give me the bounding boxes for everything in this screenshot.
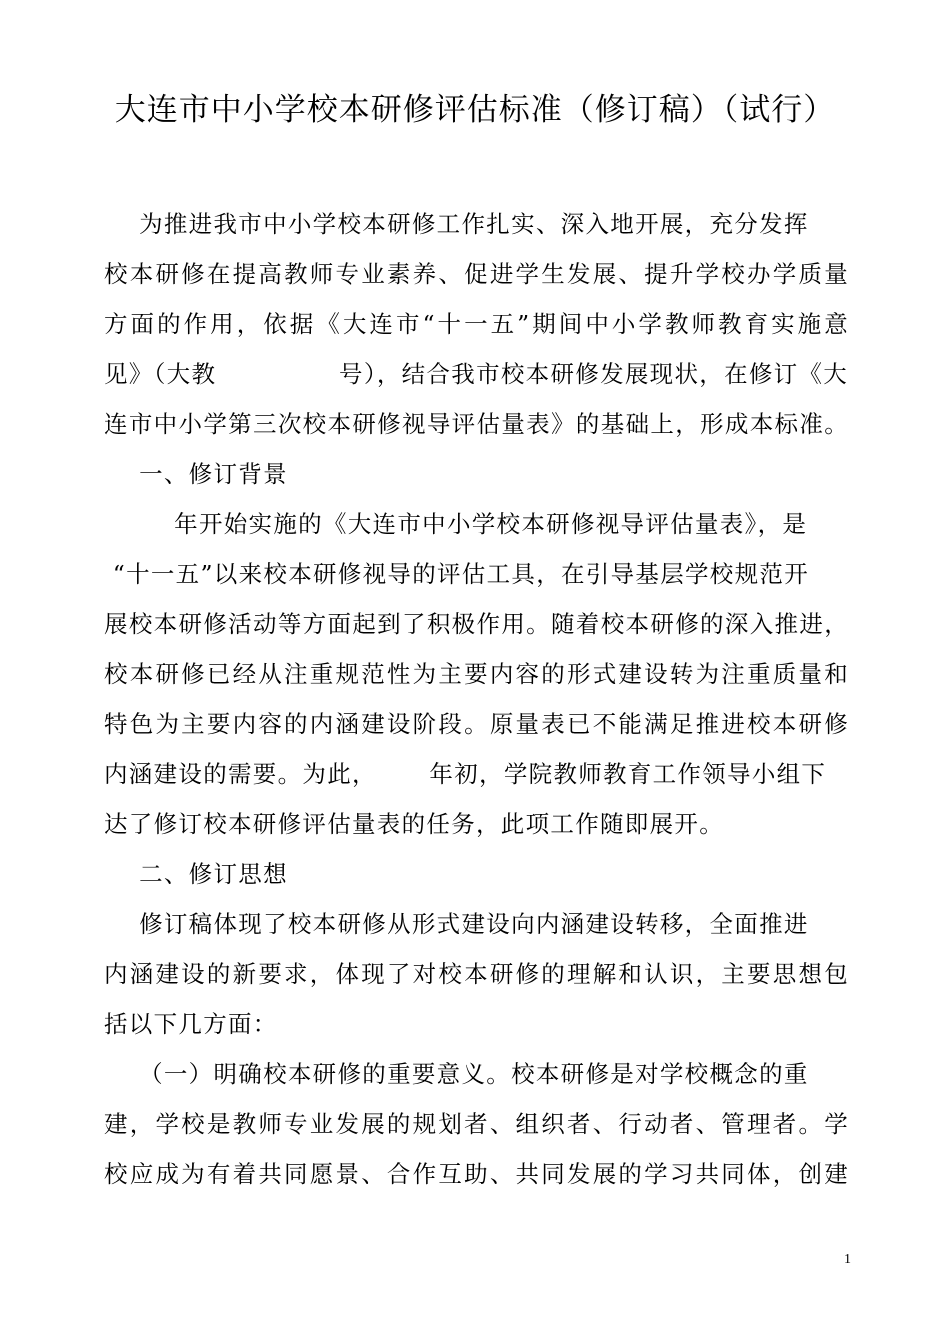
section-heading: 二、修订思想	[104, 860, 288, 888]
paragraph-line: 见》（大教 号），结合我市校本研修发展现状，在修订《大	[104, 360, 849, 388]
paragraph-line: 括以下几方面：	[104, 1010, 278, 1038]
paragraph-line: 特色为主要内容的内涵建设阶段。原量表已不能满足推进校本研修	[104, 710, 849, 738]
paragraph-line: 达了修订校本研修评估量表的任务，此项工作随即展开。	[104, 810, 724, 838]
paragraph-line: 为推进我市中小学校本研修工作扎实、深入地开展，充分发挥	[104, 210, 809, 238]
paragraph-line: 方面的作用，依据《大连市“十一五”期间中小学教师教育实施意	[104, 310, 849, 338]
document-title: 大连市中小学校本研修评估标准（修订稿）（试行）	[114, 92, 836, 128]
section-heading: 一、修订背景	[104, 460, 288, 488]
paragraph-line: 展校本研修活动等方面起到了积极作用。随着校本研修的深入推进，	[104, 610, 849, 638]
paragraph-line: 年开始实施的《大连市中小学校本研修视导评估量表》，是	[104, 510, 808, 538]
paragraph-line: 内涵建设的新要求，体现了对校本研修的理解和认识，主要思想包	[104, 960, 849, 988]
paragraph-line: 校本研修在提高教师专业素养、促进学生发展、提升学校办学质量	[104, 260, 849, 288]
paragraph-line: 校本研修已经从注重规范性为主要内容的形式建设转为注重质量和	[104, 660, 849, 688]
paragraph-line: 校应成为有着共同愿景、合作互助、共同发展的学习共同体，创建	[104, 1160, 849, 1188]
paragraph-line: 修订稿体现了校本研修从形式建设向内涵建设转移，全面推进	[104, 910, 809, 938]
paragraph-line: “十一五”以来校本研修视导的评估工具，在引导基层学校规范开	[104, 560, 809, 588]
page-number: 1	[844, 1252, 851, 1267]
paragraph-line: 内涵建设的需要。为此， 年初，学院教师教育工作领导小组下	[104, 760, 827, 788]
paragraph-line: 连市中小学第三次校本研修视导评估量表》的基础上，形成本标准。	[104, 410, 849, 438]
paragraph-line: （一）明确校本研修的重要意义。校本研修是对学校概念的重	[104, 1060, 809, 1088]
paragraph-line: 建，学校是教师专业发展的规划者、组织者、行动者、管理者。学	[104, 1110, 849, 1138]
